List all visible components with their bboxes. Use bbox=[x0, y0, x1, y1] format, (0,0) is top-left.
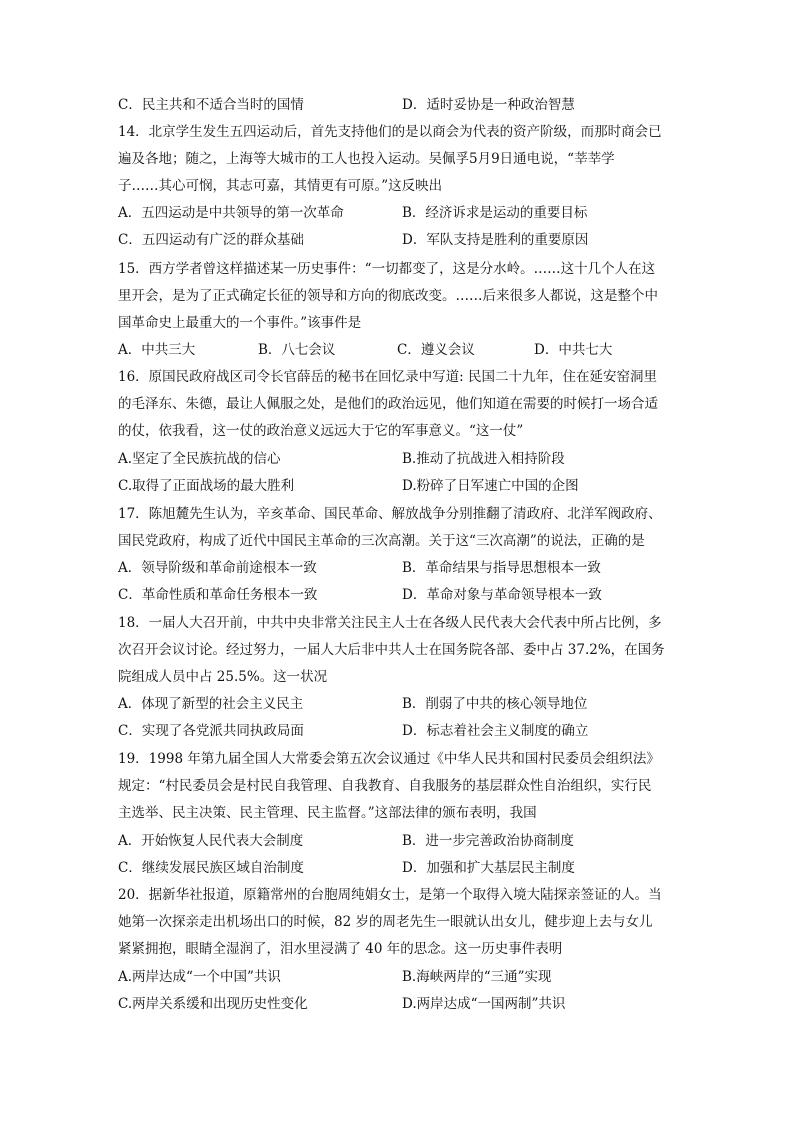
q19-option-d: D．加强和扩大基层民主制度 bbox=[402, 860, 575, 876]
q14-option-b: B．经济诉求是运动的重要目标 bbox=[402, 205, 588, 221]
q20-option-b: B.海峡两岸的“三通”实现 bbox=[402, 969, 552, 985]
q18-option-d: D．标志着社会主义制度的确立 bbox=[402, 723, 589, 739]
q15-stem-line-3: 国革命史上最重大的一个事件。”该事件是 bbox=[118, 315, 362, 331]
q20-option-d: D.两岸达成“一国两制”共识 bbox=[402, 996, 566, 1012]
q16-option-a: A.坚定了全民族抗战的信心 bbox=[118, 451, 281, 467]
q20-stem-line-2: 她第一次探亲走出机场出口的时候，82 岁的周老先生一眼就认出女儿，健步迎上去与女儿 bbox=[118, 914, 653, 930]
q15-stem-line-2: 里开会，是为了正式确定长征的领导和方向的彻底改变。……后来很多人都说，这是整个中 bbox=[118, 288, 658, 304]
q16-stem-line-3: 的仗，依我看，这一仗的政治意义远远大于它的军事意义。“这一仗” bbox=[118, 423, 524, 439]
q16-option-d: D.粉碎了日军速亡中国的企图 bbox=[402, 478, 579, 494]
q20-option-a: A.两岸达成“一个中国”共识 bbox=[118, 969, 281, 985]
q18-stem-line-1: 18．一届人大召开前，中共中央非常关注民主人士在各级人民代表大会代表中所占比例，多 bbox=[118, 615, 662, 631]
q15-stem-line-1: 15．西方学者曾这样描述某一历史事件：“一切都变了，这是分水岭。……这十几个人在这 bbox=[118, 261, 656, 277]
q15-option-c: C．遵义会议 bbox=[397, 342, 475, 358]
q19-option-a: A．开始恢复人民代表大会制度 bbox=[118, 833, 304, 849]
q15-option-b: B．八七会议 bbox=[258, 342, 336, 358]
q13-option-c: C．民主共和不适合当时的国情 bbox=[118, 97, 304, 113]
q16-stem-line-1: 16．原国民政府战区司令长官薛岳的秘书在回忆录中写道: 民国二十九年，住在延安窑洞里 bbox=[118, 369, 658, 385]
q18-option-a: A．体现了新型的社会主义民主 bbox=[118, 696, 304, 712]
q14-stem-line-1: 14．北京学生发生五四运动后，首先支持他们的是以商会为代表的资产阶级，而那时商会已 bbox=[118, 124, 662, 140]
q18-stem-line-3: 院组成人员中占 25.5%。这一状况 bbox=[118, 669, 328, 685]
q17-option-d: D．革命对象与革命领导根本一致 bbox=[402, 587, 602, 603]
q19-stem-line-1: 19．1998 年第九届全国人大常委会第五次会议通过《中华人民共和国村民委员会组织法》 bbox=[118, 751, 660, 767]
q18-stem-line-2: 次召开会议讨论。经过努力，一届人大后非中共人士在国务院各部、委中占 37.2%，在国务 bbox=[118, 642, 665, 658]
q13-option-d: D．适时妥协是一种政治智慧 bbox=[402, 97, 575, 113]
q18-option-c: C．实现了各党派共同执政局面 bbox=[118, 723, 304, 739]
q17-option-c: C．革命性质和革命任务根本一致 bbox=[118, 587, 318, 603]
q20-stem-line-3: 紧紧拥抱，眼睛全湿润了，泪水里浸满了 40 年的思念。这一历史事件表明 bbox=[118, 941, 563, 957]
q19-stem-line-3: 主选举、民主决策、民主管理、民主监督。”这部法律的颁布表明，我国 bbox=[118, 805, 537, 821]
q19-stem-line-2: 规定：“村民委员会是村民自我管理、自我教育、自我服务的基层群众性自治组织，实行民 bbox=[118, 778, 652, 794]
q14-stem-line-2: 遍及各地；随之，上海等大城市的工人也投入运动。吴佩孚5月9日通电说，“莘莘学 bbox=[118, 151, 615, 167]
q17-stem-line-2: 国民党政府，构成了近代中国民主革命的三次高潮。关于这“三次高潮”的说法，正确的是 bbox=[118, 533, 645, 549]
q15-option-d: D．中共七大 bbox=[534, 342, 613, 358]
q17-option-b: B．革命结果与指导思想根本一致 bbox=[402, 560, 601, 576]
q18-option-b: B．削弱了中共的核心领导地位 bbox=[402, 696, 588, 712]
q14-option-a: A．五四运动是中共领导的第一次革命 bbox=[118, 205, 344, 221]
q16-option-c: C.取得了正面战场的最大胜利 bbox=[118, 478, 295, 494]
q19-option-c: C．继续发展民族区域自治制度 bbox=[118, 860, 304, 876]
q19-option-b: B．进一步完善政治协商制度 bbox=[402, 833, 574, 849]
q15-option-a: A．中共三大 bbox=[118, 342, 196, 358]
q20-stem-line-1: 20．据新华社报道，原籍常州的台胞周纯娟女士，是第一个取得入境大陆探亲签证的人。当 bbox=[118, 887, 662, 903]
q17-stem-line-1: 17．陈旭麓先生认为，辛亥革命、国民革命、解放战争分别推翻了清政府、北洋军阀政府、 bbox=[118, 506, 662, 522]
q14-stem-line-3: 子……其心可悯，其志可嘉，其情更有可原。”这反映出 bbox=[118, 178, 443, 194]
q20-option-c: C.两岸关系缓和出现历史性变化 bbox=[118, 996, 308, 1012]
q16-stem-line-2: 的毛泽东、朱德，最让人佩服之处，是他们的政治远见，他们知道在需要的时候打一场合适 bbox=[118, 396, 658, 412]
q17-option-a: A．领导阶级和革命前途根本一致 bbox=[118, 560, 317, 576]
q14-option-c: C．五四运动有广泛的群众基础 bbox=[118, 232, 304, 248]
q16-option-b: B.推动了抗战进入相持阶段 bbox=[402, 451, 565, 467]
q14-option-d: D．军队支持是胜利的重要原因 bbox=[402, 232, 589, 248]
